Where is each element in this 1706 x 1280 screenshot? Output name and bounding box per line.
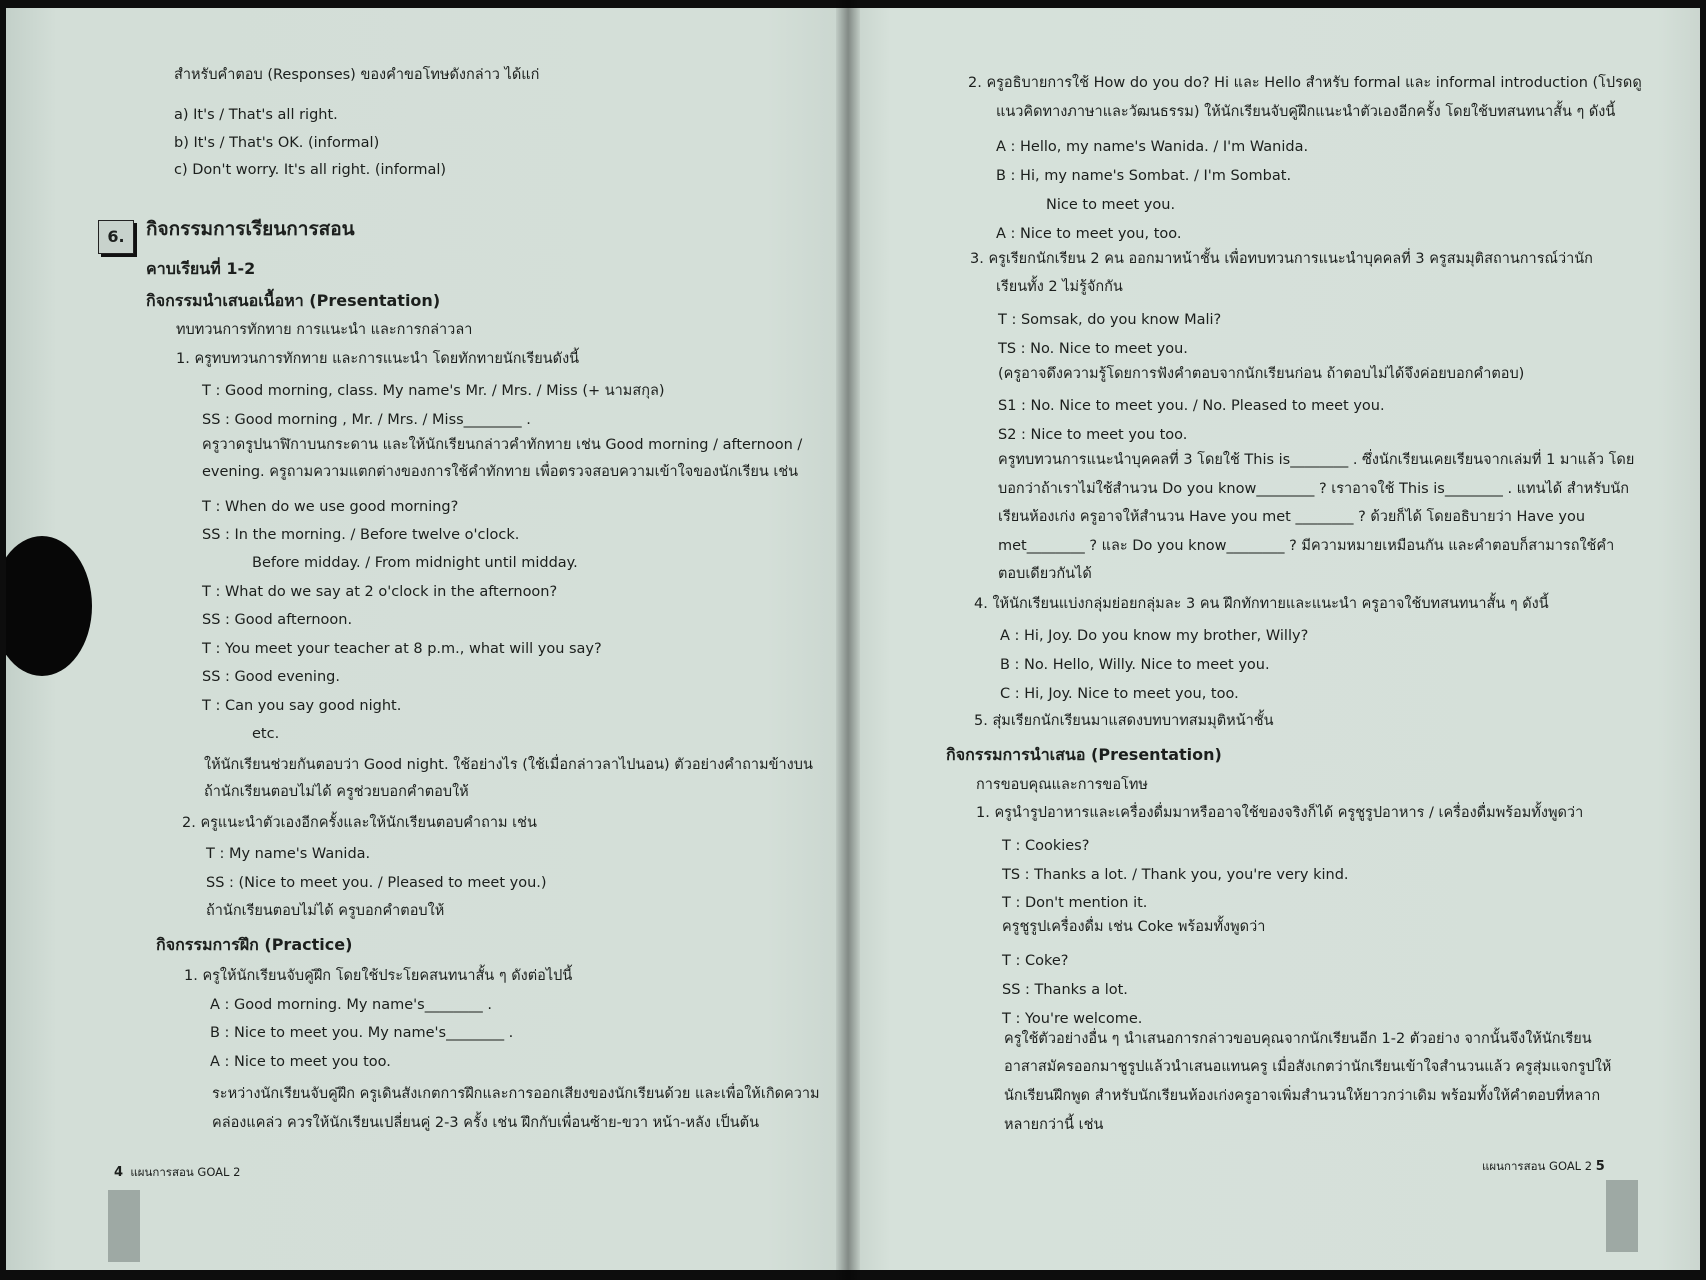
- dialogue-line: C : Hi, Joy. Nice to meet you, too.: [1000, 686, 1239, 702]
- presentation-heading: กิจกรรมการนำเสนอ (Presentation): [946, 745, 1222, 764]
- dialogue-line: A : Good morning. My name's________ .: [210, 997, 492, 1013]
- dialogue-line: T : My name's Wanida.: [206, 846, 371, 862]
- dialogue-line: Nice to meet you.: [1046, 197, 1176, 213]
- dialogue-line: A : Nice to meet you, too.: [996, 226, 1182, 242]
- dialogue-line: B : Nice to meet you. My name's________ .: [210, 1025, 514, 1041]
- response-a: a) It's / That's all right.: [174, 107, 338, 123]
- review-subheading: ทบทวนการทักทาย การแนะนำ และการกล่าวลา: [176, 322, 473, 338]
- examples-note-cont: หลายกว่านี้ เช่น: [1004, 1117, 1104, 1133]
- thanks-subheading: การขอบคุณและการขอโทษ: [976, 777, 1148, 793]
- examples-note-cont: นักเรียนฝึกพูด สำหรับนักเรียนห้องเก่งครูอาจเพิ่มสำนวนให้ยาวกว่าเดิม พร้อมทั้งให้คำตอบที่หลาก: [1004, 1088, 1601, 1104]
- good-night-note-cont: ถ้านักเรียนตอบไม่ได้ ครูช่วยบอกคำตอบให้: [204, 784, 469, 800]
- dialogue-line: S2 : Nice to meet you too.: [998, 427, 1188, 443]
- dialogue-line: B : Hi, my name's Sombat. / I'm Sombat.: [996, 168, 1292, 184]
- step-2: 2. ครูแนะนำตัวเองอีกครั้งและให้นักเรียนตอบคำถาม เช่น: [182, 815, 537, 831]
- dialogue-line: SS : (Nice to meet you. / Pleased to meet you.): [206, 875, 547, 891]
- dialogue-line: SS : Thanks a lot.: [1002, 982, 1128, 998]
- dialogue-line: SS : Good evening.: [202, 669, 340, 685]
- dialogue-line: T : Cookies?: [1002, 838, 1090, 854]
- dialogue-line: T : Good morning, class. My name's Mr. / Mrs. / Miss (+ นามสกุล): [202, 383, 665, 399]
- dialogue-line: A : Hello, my name's Wanida. / I'm Wanida.: [996, 139, 1309, 155]
- dialogue-line: Before midday. / From midnight until midday.: [252, 555, 578, 571]
- clock-instruction: ครูวาดรูปนาฬิกาบนกระดาน และให้นักเรียนกล่าวคำทักทาย เช่น Good morning / afternoon /: [202, 437, 803, 453]
- footer-title: แผนการสอน GOAL 2: [130, 1165, 241, 1179]
- clock-instruction-cont: evening. ครูถามความแตกต่างของการใช้คำทักทาย เพื่อตรวจสอบความเข้าใจของนักเรียน เช่น: [202, 464, 799, 480]
- dialogue-line: T : What do we say at 2 o'clock in the afternoon?: [202, 584, 558, 600]
- examples-note-cont: อาสาสมัครออกมาชูรูปแล้วนำเสนอแทนครู เมื่อสังเกตว่านักเรียนเข้าใจสำนวนแล้ว ครูสุ่มแจกรูปให้: [1004, 1059, 1612, 1075]
- coke-note: ครูชูรูปเครื่องดื่ม เช่น Coke พร้อมทั้งพูดว่า: [1002, 919, 1266, 935]
- step-2: 2. ครูอธิบายการใช้ How do you do? Hi และ Hello สำหรับ formal และ informal introduction (โปรดดู: [968, 75, 1642, 91]
- third-person-note-cont: บอกว่าถ้าเราไม่ใช้สำนวน Do you know________ ? เราอาจใช้ This is________ . แทนได้ สำหรับนัก: [998, 481, 1630, 497]
- dialogue-line: SS : Good afternoon.: [202, 612, 353, 628]
- dialogue-line: A : Hi, Joy. Do you know my brother, Willy?: [1000, 628, 1309, 644]
- third-person-note-cont: met________ ? และ Do you know________ ? มีความหมายเหมือนกัน และคำตอบก็สามารถใช้คำ: [998, 538, 1615, 554]
- dialogue-line: SS : In the morning. / Before twelve o'clock.: [202, 527, 520, 543]
- dialogue-line: T : When do we use good morning?: [202, 499, 459, 515]
- step-3-cont: เรียนทั้ง 2 ไม่รู้จักกัน: [996, 279, 1123, 295]
- dialogue-line: T : You meet your teacher at 8 p.m., what will you say?: [202, 641, 602, 657]
- third-person-note-cont: ตอบเดียวกันได้: [998, 566, 1092, 582]
- dialogue-line: SS : Good morning , Mr. / Mrs. / Miss________ .: [202, 412, 531, 428]
- elicit-note: (ครูอาจดึงความรู้โดยการฟังคำตอบจากนักเรียนก่อน ถ้าตอบไม่ได้จึงค่อยบอกคำตอบ): [998, 366, 1525, 382]
- dialogue-line: T : Somsak, do you know Mali?: [998, 312, 1222, 328]
- response-c: c) Don't worry. It's all right. (informal): [174, 162, 447, 178]
- third-person-note: ครูทบทวนการแนะนำบุคคลที่ 3 โดยใช้ This is________ . ซึ่งนักเรียนเคยเรียนจากเล่มที่ 1 มาแล้ว โดย: [998, 452, 1635, 468]
- step-1: 1. ครูทบทวนการทักทาย และการแนะนำ โดยทักทายนักเรียนดังนี้: [176, 351, 580, 367]
- answer-note: ถ้านักเรียนตอบไม่ได้ ครูบอกคำตอบให้: [206, 903, 445, 919]
- step-2-cont: แนวคิดทางภาษาและวัฒนธรรม) ให้นักเรียนจับคู่ฝึกแนะนำตัวเองอีกครั้ง โดยใช้บทสนทนาสั้น ๆ ดังนี้: [996, 104, 1616, 120]
- third-person-note-cont: เรียนห้องเก่ง ครูอาจให้สำนวน Have you met ________ ? ด้วยก็ได้ โดยอธิบายว่า Have you: [998, 509, 1586, 525]
- section-number-box: 6.: [98, 220, 134, 254]
- practice-step-1: 1. ครูให้นักเรียนจับคู่ฝึก โดยใช้ประโยคสนทนาสั้น ๆ ดังต่อไปนี้: [184, 968, 573, 984]
- practice-note: ระหว่างนักเรียนจับคู่ฝึก ครูเดินสังเกตการฝึกและการออกเสียงของนักเรียนด้วย และเพื่อให้เกิดความ: [212, 1086, 820, 1102]
- page-number: 4: [114, 1165, 124, 1180]
- dialogue-line: T : You're welcome.: [1002, 1011, 1143, 1027]
- page-number: 5: [1595, 1159, 1605, 1174]
- practice-note-cont: คล่องแคล่ว ควรให้นักเรียนเปลี่ยนคู่ 2-3 ครั้ง เช่น ฝึกกับเพื่อนซ้าย-ขวา หน้า-หลัง เป็นต้น: [212, 1115, 760, 1131]
- dialogue-line: TS : No. Nice to meet you.: [998, 341, 1188, 357]
- step-3: 3. ครูเรียกนักเรียน 2 คน ออกมาหน้าชั้น เพื่อทบทวนการแนะนำบุคคลที่ 3 ครูสมมุติสถานการณ์ว่านัก: [970, 251, 1593, 267]
- good-night-note: ให้นักเรียนช่วยกันตอบว่า Good night. ใช้อย่างไร (ใช้เมื่อกล่าวลาไปนอน) ตัวอย่างคำถามข้างบน: [204, 757, 813, 773]
- thanks-step-1: 1. ครูนำรูปอาหารและเครื่องดื่มมาหรืออาจใช้ของจริงก็ได้ ครูชูรูปอาหาร / เครื่องดื่มพร้อมทั้งพูดว่า: [976, 805, 1584, 821]
- footer-title: แผนการสอน GOAL 2: [1482, 1159, 1593, 1173]
- step-4: 4. ให้นักเรียนแบ่งกลุ่มย่อยกลุ่มละ 3 คน ฝึกทักทายและแนะนำ ครูอาจใช้บทสนทนาสั้น ๆ ดังนี้: [974, 596, 1549, 612]
- section-title: กิจกรรมการเรียนการสอน: [146, 218, 355, 240]
- book-spine: [836, 0, 860, 1280]
- examples-note: ครูใช้ตัวอย่างอื่น ๆ นำเสนอการกล่าวขอบคุณจากนักเรียนอีก 1-2 ตัวอย่าง จากนั้นจึงให้นักเรียน: [1004, 1031, 1592, 1047]
- dialogue-line: TS : Thanks a lot. / Thank you, you're very kind.: [1002, 867, 1349, 883]
- dialogue-etc: etc.: [252, 726, 280, 742]
- left-footer: [114, 1164, 240, 1182]
- page-tab-marker: [1606, 1180, 1638, 1252]
- dialogue-line: T : Don't mention it.: [1002, 895, 1148, 911]
- right-page: [848, 8, 1700, 1270]
- dialogue-line: T : Coke?: [1002, 953, 1069, 969]
- dialogue-line: A : Nice to meet you too.: [210, 1054, 391, 1070]
- period-heading: คาบเรียนที่ 1-2: [146, 259, 256, 278]
- responses-intro: สำหรับคำตอบ (Responses) ของคำขอโทษดังกล่าว ได้แก่: [174, 67, 540, 83]
- presentation-heading: กิจกรรมนำเสนอเนื้อหา (Presentation): [146, 291, 441, 310]
- binder-hole: [6, 536, 92, 676]
- page-tab-marker: [108, 1190, 140, 1262]
- right-footer: [1482, 1158, 1605, 1176]
- practice-heading: กิจกรรมการฝึก (Practice): [156, 935, 353, 954]
- left-page: [6, 8, 851, 1270]
- dialogue-line: S1 : No. Nice to meet you. / No. Pleased to meet you.: [998, 398, 1385, 414]
- dialogue-line: B : No. Hello, Willy. Nice to meet you.: [1000, 657, 1270, 673]
- dialogue-line: T : Can you say good night.: [202, 698, 402, 714]
- step-5: 5. สุ่มเรียกนักเรียนมาแสดงบทบาทสมมุติหน้าชั้น: [974, 713, 1274, 729]
- response-b: b) It's / That's OK. (informal): [174, 135, 380, 151]
